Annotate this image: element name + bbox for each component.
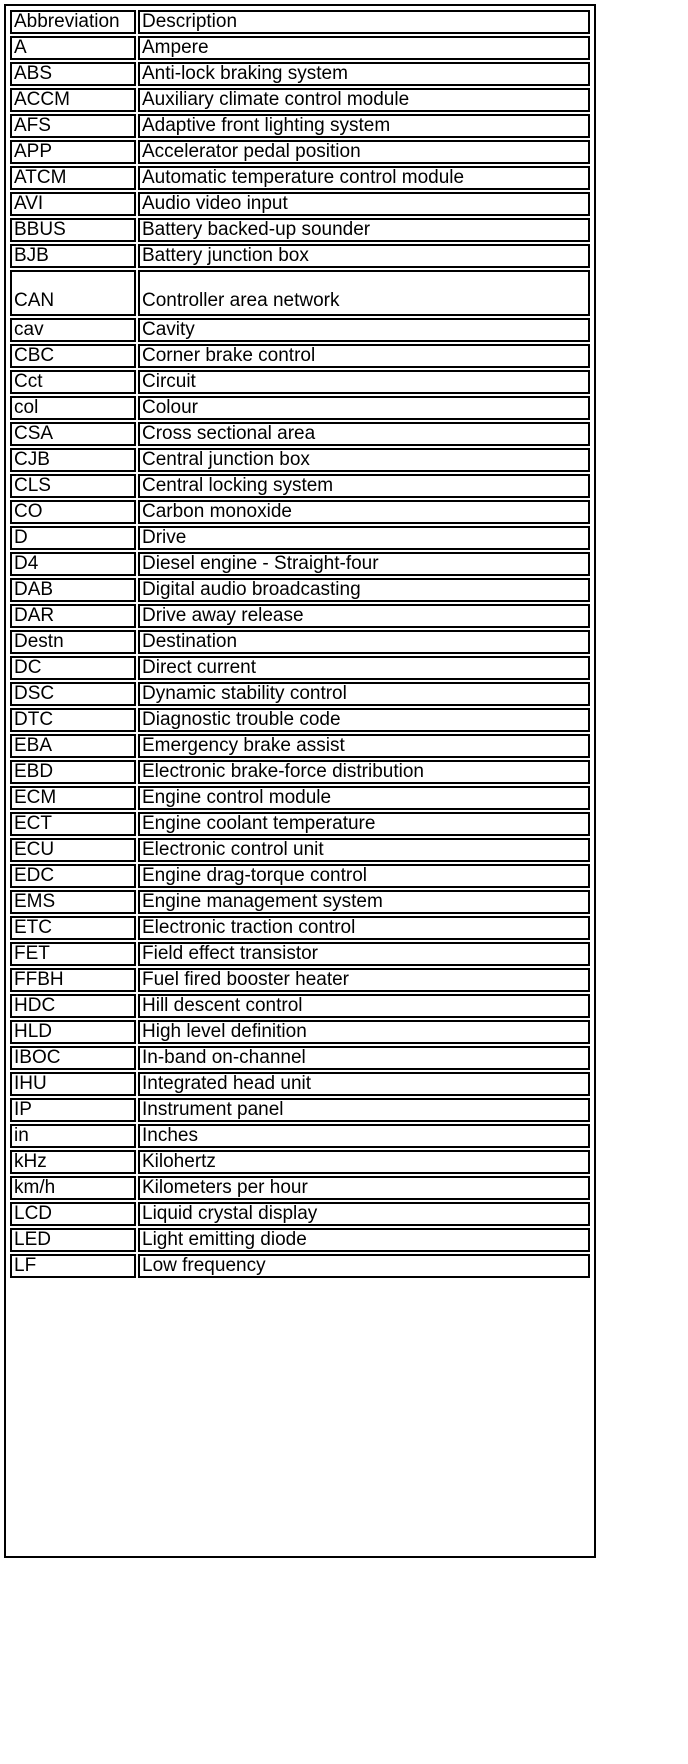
description-cell: Adaptive front lighting system xyxy=(138,114,590,138)
abbreviation-table-frame xyxy=(4,4,596,1558)
table-row xyxy=(10,1254,590,1278)
description-cell: Inches xyxy=(138,1124,590,1148)
description-cell: Audio video input xyxy=(138,192,590,216)
table-row xyxy=(10,760,590,784)
description-cell: Battery junction box xyxy=(138,244,590,268)
abbreviation-cell: CJB xyxy=(10,448,136,472)
description-cell: Colour xyxy=(138,396,590,420)
abbreviation-cell: FFBH xyxy=(10,968,136,992)
abbreviation-cell: km/h xyxy=(10,1176,136,1200)
table-row xyxy=(10,344,590,368)
table-row xyxy=(10,630,590,654)
description-cell: Electronic traction control xyxy=(138,916,590,940)
abbreviation-cell: Cct xyxy=(10,370,136,394)
table-row xyxy=(10,1020,590,1044)
description-cell: Digital audio broadcasting xyxy=(138,578,590,602)
table-row xyxy=(10,916,590,940)
description-cell: Engine coolant temperature xyxy=(138,812,590,836)
table-row xyxy=(10,552,590,576)
abbreviation-cell: LCD xyxy=(10,1202,136,1226)
abbreviation-cell: D xyxy=(10,526,136,550)
abbreviation-cell: ETC xyxy=(10,916,136,940)
description-cell: Ampere xyxy=(138,36,590,60)
abbreviation-cell: ABS xyxy=(10,62,136,86)
abbreviation-cell: ATCM xyxy=(10,166,136,190)
table-row xyxy=(10,1176,590,1200)
table-row xyxy=(10,656,590,680)
abbreviation-cell: D4 xyxy=(10,552,136,576)
description-cell: Controller area network xyxy=(138,270,590,316)
abbreviation-cell: EMS xyxy=(10,890,136,914)
abbreviation-cell: A xyxy=(10,36,136,60)
table-row xyxy=(10,140,590,164)
table-row xyxy=(10,578,590,602)
description-cell: Dynamic stability control xyxy=(138,682,590,706)
table-row xyxy=(10,786,590,810)
table-row xyxy=(10,890,590,914)
description-cell: Cross sectional area xyxy=(138,422,590,446)
header-description: Description xyxy=(138,10,590,34)
table-row xyxy=(10,88,590,112)
abbreviation-cell: IHU xyxy=(10,1072,136,1096)
abbreviation-cell: FET xyxy=(10,942,136,966)
table-row xyxy=(10,192,590,216)
table-row xyxy=(10,370,590,394)
description-cell: Drive away release xyxy=(138,604,590,628)
table-row xyxy=(10,270,590,316)
abbreviation-cell: AFS xyxy=(10,114,136,138)
abbreviation-cell: CAN xyxy=(10,270,136,316)
abbreviation-cell: CSA xyxy=(10,422,136,446)
table-row xyxy=(10,1150,590,1174)
table-row xyxy=(10,838,590,862)
abbreviation-cell: DSC xyxy=(10,682,136,706)
table-row xyxy=(10,734,590,758)
table-row xyxy=(10,812,590,836)
description-cell: Hill descent control xyxy=(138,994,590,1018)
description-cell: Direct current xyxy=(138,656,590,680)
table-row xyxy=(10,500,590,524)
description-cell: Auxiliary climate control module xyxy=(138,88,590,112)
table-row xyxy=(10,318,590,342)
description-cell: High level definition xyxy=(138,1020,590,1044)
abbreviation-cell: in xyxy=(10,1124,136,1148)
table-row xyxy=(10,1124,590,1148)
abbreviation-cell: ECM xyxy=(10,786,136,810)
table-header-row xyxy=(10,10,590,34)
abbreviation-cell: Destn xyxy=(10,630,136,654)
description-cell: Field effect transistor xyxy=(138,942,590,966)
abbreviation-cell: kHz xyxy=(10,1150,136,1174)
abbreviation-cell: DAB xyxy=(10,578,136,602)
table-row xyxy=(10,474,590,498)
description-cell: Kilometers per hour xyxy=(138,1176,590,1200)
abbreviation-table xyxy=(8,8,592,1280)
description-cell: Fuel fired booster heater xyxy=(138,968,590,992)
table-row xyxy=(10,604,590,628)
table-row xyxy=(10,218,590,242)
abbreviation-cell: CLS xyxy=(10,474,136,498)
table-row xyxy=(10,1228,590,1252)
table-row xyxy=(10,166,590,190)
abbreviation-cell: BBUS xyxy=(10,218,136,242)
table-row xyxy=(10,1072,590,1096)
table-body xyxy=(10,36,590,1278)
description-cell: Low frequency xyxy=(138,1254,590,1278)
table-row xyxy=(10,422,590,446)
description-cell: Battery backed-up sounder xyxy=(138,218,590,242)
header-abbreviation: Abbreviation xyxy=(10,10,136,34)
description-cell: Emergency brake assist xyxy=(138,734,590,758)
abbreviation-cell: DTC xyxy=(10,708,136,732)
table-row xyxy=(10,114,590,138)
table-row xyxy=(10,1202,590,1226)
abbreviation-cell: ECT xyxy=(10,812,136,836)
table-row xyxy=(10,942,590,966)
abbreviation-cell: EDC xyxy=(10,864,136,888)
description-cell: Diagnostic trouble code xyxy=(138,708,590,732)
description-cell: Corner brake control xyxy=(138,344,590,368)
description-cell: Kilohertz xyxy=(138,1150,590,1174)
description-cell: Electronic brake-force distribution xyxy=(138,760,590,784)
abbreviation-cell: LF xyxy=(10,1254,136,1278)
abbreviation-cell: IBOC xyxy=(10,1046,136,1070)
abbreviation-cell: EBD xyxy=(10,760,136,784)
table-row xyxy=(10,244,590,268)
description-cell: Carbon monoxide xyxy=(138,500,590,524)
abbreviation-cell: col xyxy=(10,396,136,420)
abbreviation-cell: BJB xyxy=(10,244,136,268)
description-cell: Light emitting diode xyxy=(138,1228,590,1252)
abbreviation-cell: cav xyxy=(10,318,136,342)
table-row xyxy=(10,36,590,60)
abbreviation-cell: ECU xyxy=(10,838,136,862)
description-cell: Engine drag-torque control xyxy=(138,864,590,888)
table-row xyxy=(10,864,590,888)
description-cell: Anti-lock braking system xyxy=(138,62,590,86)
abbreviation-cell: DC xyxy=(10,656,136,680)
description-cell: Central junction box xyxy=(138,448,590,472)
table-row xyxy=(10,448,590,472)
description-cell: Engine control module xyxy=(138,786,590,810)
abbreviation-cell: APP xyxy=(10,140,136,164)
abbreviation-cell: ACCM xyxy=(10,88,136,112)
table-row xyxy=(10,968,590,992)
description-cell: Destination xyxy=(138,630,590,654)
table-row xyxy=(10,526,590,550)
description-cell: Integrated head unit xyxy=(138,1072,590,1096)
table-row xyxy=(10,994,590,1018)
table-row xyxy=(10,62,590,86)
description-cell: Central locking system xyxy=(138,474,590,498)
abbreviation-cell: HLD xyxy=(10,1020,136,1044)
abbreviation-cell: CBC xyxy=(10,344,136,368)
table-row xyxy=(10,1098,590,1122)
abbreviation-cell: AVI xyxy=(10,192,136,216)
description-cell: Drive xyxy=(138,526,590,550)
table-row xyxy=(10,396,590,420)
description-cell: Engine management system xyxy=(138,890,590,914)
table-row xyxy=(10,682,590,706)
description-cell: Automatic temperature control module xyxy=(138,166,590,190)
table-row xyxy=(10,1046,590,1070)
description-cell: Accelerator pedal position xyxy=(138,140,590,164)
abbreviation-cell: DAR xyxy=(10,604,136,628)
abbreviation-cell: IP xyxy=(10,1098,136,1122)
abbreviation-cell: HDC xyxy=(10,994,136,1018)
abbreviation-cell: EBA xyxy=(10,734,136,758)
description-cell: In-band on-channel xyxy=(138,1046,590,1070)
description-cell: Cavity xyxy=(138,318,590,342)
description-cell: Liquid crystal display xyxy=(138,1202,590,1226)
table-row xyxy=(10,708,590,732)
description-cell: Diesel engine - Straight-four xyxy=(138,552,590,576)
description-cell: Instrument panel xyxy=(138,1098,590,1122)
abbreviation-cell: CO xyxy=(10,500,136,524)
abbreviation-cell: LED xyxy=(10,1228,136,1252)
description-cell: Electronic control unit xyxy=(138,838,590,862)
description-cell: Circuit xyxy=(138,370,590,394)
